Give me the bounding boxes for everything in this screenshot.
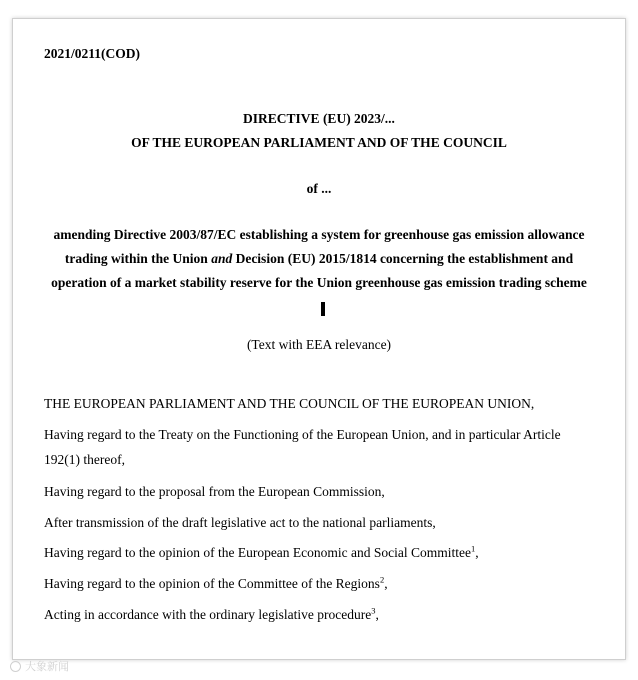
citation-text: Having regard to the opinion of the Committee of the Regions — [44, 576, 380, 591]
citation-procedure — [44, 607, 379, 623]
eea-relevance: (Text with EEA relevance) — [246, 337, 392, 352]
enacting-formula: THE EUROPEAN PARLIAMENT AND THE COUNCIL OF THE EUROPEAN UNION, — [44, 396, 535, 411]
citation-treaty-line-2: 192(1) thereof, — [44, 452, 125, 467]
comma: , — [375, 607, 379, 622]
citation-cor — [44, 576, 388, 592]
procedure-reference: 2021/0211(COD) — [44, 46, 140, 61]
watermark — [10, 658, 69, 674]
comma: , — [475, 545, 479, 560]
footnote-ref-1[interactable]: 1 — [471, 543, 476, 554]
change-marker — [321, 302, 325, 316]
citation-text: Acting in accordance with the ordinary legislative procedure — [44, 607, 372, 622]
citation-eesc — [44, 545, 479, 561]
comma: , — [384, 576, 388, 591]
directive-subject-line-3: operation of a market stability reserve for the Union greenhouse gas emission trading scheme — [51, 275, 587, 290]
directive-issuer: OF THE EUROPEAN PARLIAMENT AND OF THE COUNCIL — [131, 135, 507, 150]
citation-treaty-line-1: Having regard to the Treaty on the Functioning of the European Union, and in particular Article — [44, 427, 561, 442]
subject-text: Decision (EU) 2015/1814 concerning the establishment and — [232, 251, 574, 266]
directive-title: DIRECTIVE (EU) 2023/... — [243, 111, 395, 126]
subject-text: trading within the Union — [64, 251, 212, 266]
footnote-ref-2[interactable]: 2 — [379, 574, 385, 585]
watermark-text: 大象新闻 — [25, 660, 69, 673]
citation-proposal: Having regard to the proposal from the European Commission, — [44, 484, 385, 499]
directive-date: of ... — [306, 181, 332, 196]
footnote-ref-3[interactable]: 3 — [371, 605, 376, 616]
directive-subject-line-1: amending Directive 2003/87/EC establishing a system for greenhouse gas emission allowance — [53, 227, 585, 242]
subject-and-italic: and — [211, 251, 233, 266]
citation-text: Having regard to the opinion of the European Economic and Social Committee — [44, 545, 472, 560]
document-page — [12, 18, 626, 660]
directive-subject-line-2 — [13, 251, 625, 267]
watermark-logo-icon — [10, 661, 21, 672]
citation-transmission: After transmission of the draft legislative act to the national parliaments, — [44, 515, 436, 530]
